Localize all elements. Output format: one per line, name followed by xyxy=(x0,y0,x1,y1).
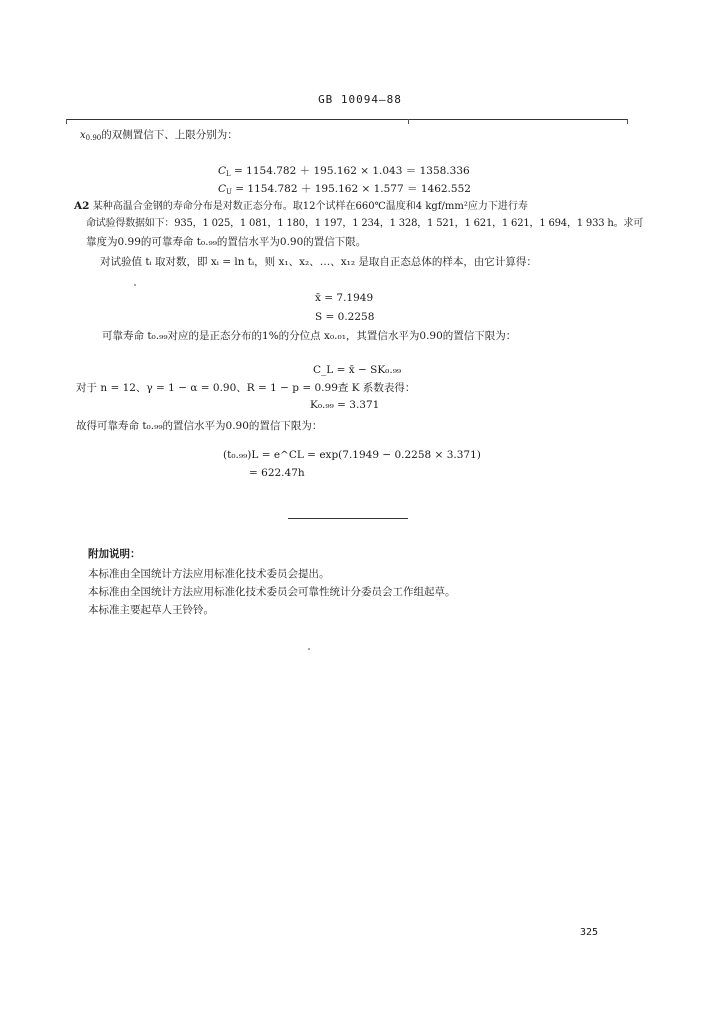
conclusion-line: 故得可靠寿命 t₀.₉₉的置信水平为0.90的置信下限为： xyxy=(76,420,323,432)
intro-var: x xyxy=(80,130,86,141)
final-formula-line-1: (t₀.₉₉)L = e^CL = exp(7.1949 − 0.2258 × 3.371) xyxy=(223,449,481,461)
a2-line-2: 命试验得数据如下：935，1 025，1 081，1 180，1 197，1 234，1 328，1 521，1 621，1 621，1 694，1 933 h。求可 xyxy=(86,218,644,229)
standard-header: GB 10094—88 xyxy=(318,93,402,106)
lower-bound-formula: C_L = x̄ − SK₀.₉₉ xyxy=(313,364,402,376)
ci-upper-lhs-sub: U xyxy=(226,188,232,196)
header-rule-tick-left xyxy=(66,119,67,124)
intro-line xyxy=(80,128,238,146)
header-rule xyxy=(66,119,628,120)
a2-line-1 xyxy=(74,199,528,214)
note-item: 本标准主要起草人王铃铃。 xyxy=(88,604,214,616)
intro-text: 的双侧置信下、上限分别为： xyxy=(101,129,238,141)
ci-upper-lhs: C xyxy=(218,183,227,195)
ci-upper-rhs: = 1154.782 ＋ 195.162 × 1.577 ＝ 1462.552 xyxy=(235,183,471,195)
a2-line1-text: 某种高温合金钢的寿命分布是对数正态分布。取12个试样在660℃温度和4 kgf/mm²应力下进行寿 xyxy=(92,201,528,212)
mean-value: x̄ = 7.1949 xyxy=(315,292,374,304)
ci-lower-lhs-sub: L xyxy=(226,170,231,178)
ci-lower-lhs: C xyxy=(218,165,227,177)
page-number: 325 xyxy=(580,927,599,938)
a2-line-3: 靠度为0.99的可靠寿命 t₀.₉₉的置信水平为0.90的置信下限。 xyxy=(86,236,367,248)
k-lookup-line: 对于 n = 12、γ = 1 − α = 0.90、R = 1 − p = 0.99查 K 系数表得： xyxy=(76,382,416,394)
note-item: 本标准由全国统计方法应用标准化技术委员会可靠性统计分委员会工作组起草。 xyxy=(88,586,456,598)
ci-lower-rhs: = 1154.782 ＋ 195.162 × 1.043 ＝ 1358.336 xyxy=(234,165,470,177)
sd-value: S = 0.2258 xyxy=(315,311,375,323)
ci-lower-formula xyxy=(218,163,470,178)
section-divider xyxy=(288,518,408,519)
k-value: K₀.₉₉ = 3.371 xyxy=(310,399,380,411)
quantile-line: 可靠寿命 t₀.₉₉对应的是正态分布的1%的分位点 x₀.₀₁，其置信水平为0.90的置信下限为： xyxy=(102,330,517,342)
header-rule-tick-middle xyxy=(408,119,409,124)
intro-var-sub: 0.90 xyxy=(85,134,102,142)
a2-label: A2 xyxy=(74,200,90,212)
note-item: 本标准由全国统计方法应用标准化技术委员会提出。 xyxy=(88,568,330,580)
speck xyxy=(134,284,136,286)
log-transform-line: 对试验值 tᵢ 取对数，即 xᵢ = ln tᵢ，则 x₁、x₂、…、x₁₂ 是取自正态总体的样本，由它计算得： xyxy=(100,256,537,268)
ci-upper-formula xyxy=(218,181,471,196)
notes-heading: 附加说明： xyxy=(88,548,141,560)
final-formula-line-2: = 622.47h xyxy=(249,467,305,479)
header-rule-tick-right xyxy=(627,119,628,124)
speck xyxy=(308,648,310,650)
